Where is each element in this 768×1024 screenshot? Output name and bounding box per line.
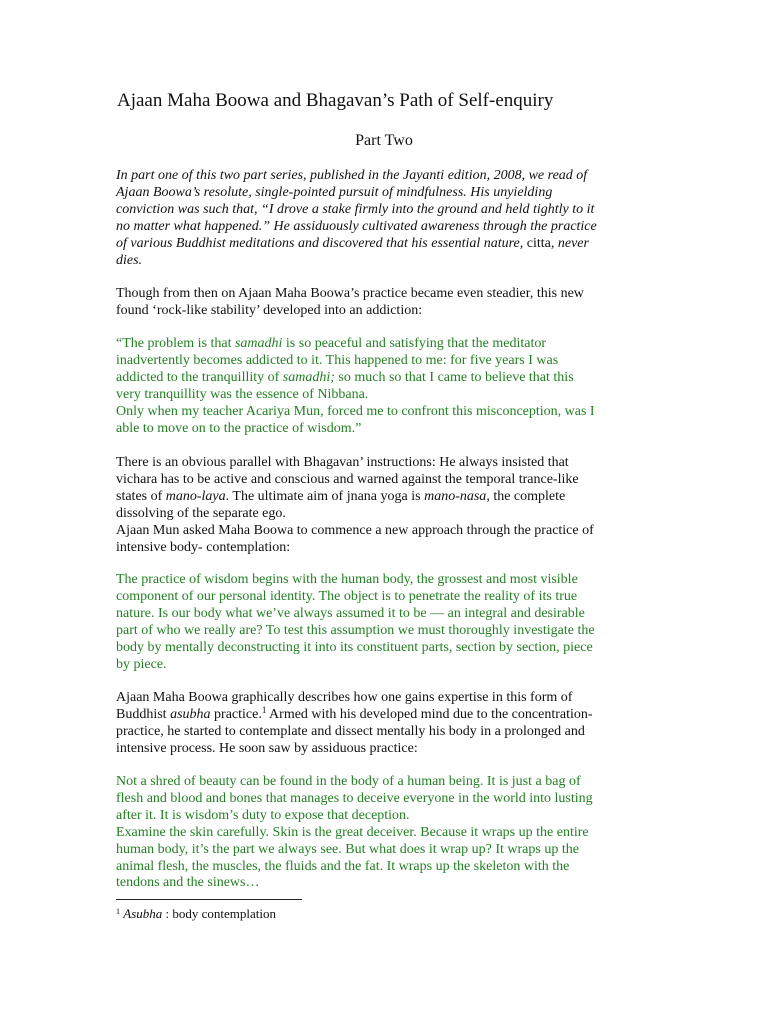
term-samadhi: samadhi [234,336,283,351]
body-paragraph [116,690,656,758]
quote-line: body by mentally deconstructing it into its constituent parts, section by section, piece [116,639,593,655]
footnote-separator [116,899,302,900]
body-line: There is an obvious parallel with Bhagavan’ instructions: He always insisted that [116,455,569,470]
quote-line: The practice of wisdom begins with the human body, the grossest and most visible [116,572,578,587]
term-citta: citta [526,235,551,251]
quote-line: tendons and the sinews… [116,875,260,891]
body-line: intensive body- contemplation: [116,539,291,555]
body-line: Though from then on Ajaan Maha Boowa’s practice became even steadier, this new [116,286,584,301]
quote-line: Not a shred of beauty can be found in the body of a human being. It is just a bag of [116,774,581,789]
quote-line: addicted to the tranquillity of samadhi; so much so that I came to believe that this [116,369,574,385]
quote-line: animal flesh, the muscles, the fluids and the fat. It wraps up the skeleton with the [116,858,570,874]
quote-line: Examine the skin carefully. Skin is the great deceiver. Because it wraps up the entire [116,824,589,840]
quote-paragraph [116,336,656,437]
term-mano-laya: mano-laya [165,488,226,504]
intro-line: In part one of this two part series, published in the Jayanti edition, 2008, we read of [116,168,588,183]
intro-paragraph [116,168,656,269]
footnote-text: : body contemplation [162,906,276,921]
body-line: Buddhist asubha practice.$^1$ Armed with his developed mind due to the concentration- [116,704,593,722]
footnote-term: Asubha [123,906,163,921]
body-line: vichara has to be active and conscious and warned against the temporal trance-like [116,471,579,487]
term-asubha: asubha [170,706,211,722]
intro-line: Ajaan Boowa’s resolute, single-pointed pursuit of mindfulness. His unyielding [116,184,553,200]
body-line: Ajaan Maha Boowa graphically describes how one gains expertise in this form of [116,690,573,705]
quote-line: human body, it’s the part we always see. But what does it wrap up? It wraps up the [116,841,579,857]
body-paragraph [116,286,656,320]
quote-line: nature. Is our body what we’ve always assumed it to be — an integral and desirable [116,605,585,621]
body-line: found ‘rock-like stability’ developed into an addiction: [116,302,423,318]
quote-line: flesh and blood and bones that manages to deceive everyone in the world into lusting [116,790,593,806]
body-line: intensive process. He soon saw by assiduous practice: [116,740,418,756]
body-line: states of mano-laya. The ultimate aim of jnana yoga is mano-nasa, the complete [116,488,566,504]
footnote-reference[interactable]: 1 [261,704,267,715]
quote-line: very tranquillity was the essence of Nibbana. [116,386,369,402]
body-paragraph [116,455,656,556]
term-mano-nasa: mano-nasa [424,488,487,504]
quote-line: by piece. [116,656,167,672]
quote-line: able to move on to the practice of wisdom.” [116,420,362,436]
page-subtitle: Part Two [355,132,413,149]
quote-paragraph [116,774,656,892]
intro-line: of various Buddhist meditations and discovered that his essential nature, citta, never [116,235,589,251]
body-line: Ajaan Mun asked Maha Boowa to commence a new approach through the practice of [116,522,594,538]
quote-line: “The problem is that samadhi is so peaceful and satisfying that the meditator [116,336,547,351]
footnote [116,906,276,922]
quote-line: Only when my teacher Acariya Mun, forced me to confront this misconception, was I [116,403,595,419]
quote-line: inadvertently becomes addicted to it. This happened to me: for five years I was [116,352,559,368]
quote-paragraph [116,572,656,673]
quote-line: part of who we really are? To test this assumption we must thoroughly investigate the [116,622,595,638]
intro-line: conviction was such that, “I drove a stake firmly into the ground and held tightly to it [116,201,595,217]
page-title: Ajaan Maha Boowa and Bhagavan’s Path of Self-enquiry [117,90,554,111]
term-samadhi: samadhi; [282,369,335,385]
quote-line: component of our personal identity. The object is to penetrate the reality of its true [116,588,578,604]
body-line: practice, he started to contemplate and dissect mentally his body in a prolonged and [116,723,585,739]
body-line: dissolving of the separate ego. [116,505,286,521]
quote-line: after it. It is wisdom’s duty to expose that deception. [116,807,410,823]
intro-line: no matter what happened.” He assiduously cultivated awareness through the practice [116,218,597,234]
footnote-marker: 1 [116,907,120,916]
intro-line: dies. [116,252,143,268]
